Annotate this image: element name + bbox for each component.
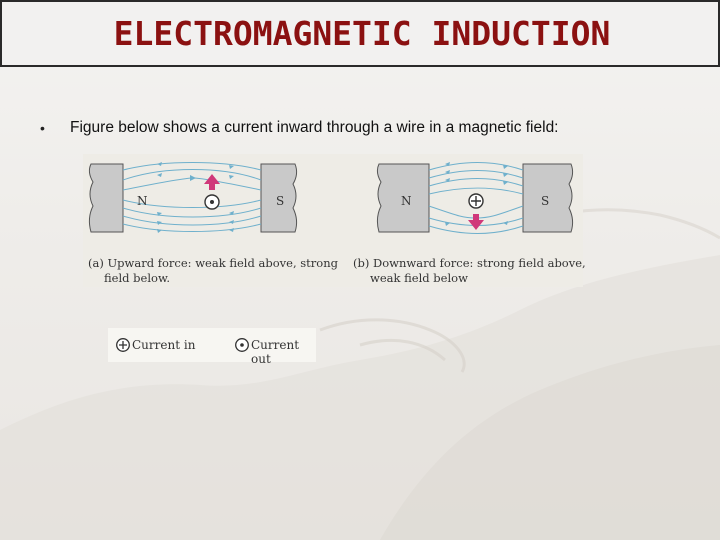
panel-a-north-magnet xyxy=(89,164,123,232)
bullet-marker: • xyxy=(40,120,45,136)
bullet-text: Figure below shows a current inward through a wire in a magnetic field: xyxy=(70,119,559,136)
current-in-icon xyxy=(115,337,131,353)
panel-b-north-label: N xyxy=(401,194,412,208)
slide-title: ELECTROMAGNETIC INDUCTION xyxy=(113,14,611,53)
panel-a-caption-line2: field below. xyxy=(104,271,171,285)
panel-a-north-label: N xyxy=(137,194,148,208)
current-out-label: Current out xyxy=(251,338,300,366)
panel-a-south-label: S xyxy=(276,194,285,208)
current-direction-legend xyxy=(108,328,316,366)
panel-a-caption-line1: (a) Upward force: weak field above, strong xyxy=(88,256,338,270)
current-in-label: Current in xyxy=(132,338,196,352)
panel-b-south-label: S xyxy=(541,194,550,208)
panel-a-diagram xyxy=(89,162,296,233)
panel-b-caption-line2: weak field below xyxy=(370,271,468,285)
title-bar xyxy=(0,0,720,67)
panel-a-upward-force-arrow xyxy=(204,174,220,190)
panel-b-downward-force-arrow xyxy=(468,214,484,230)
panel-b-caption-line1: (b) Downward force: strong field above, xyxy=(353,256,586,270)
current-out-icon xyxy=(234,337,250,353)
magnetic-force-figure xyxy=(83,154,586,287)
